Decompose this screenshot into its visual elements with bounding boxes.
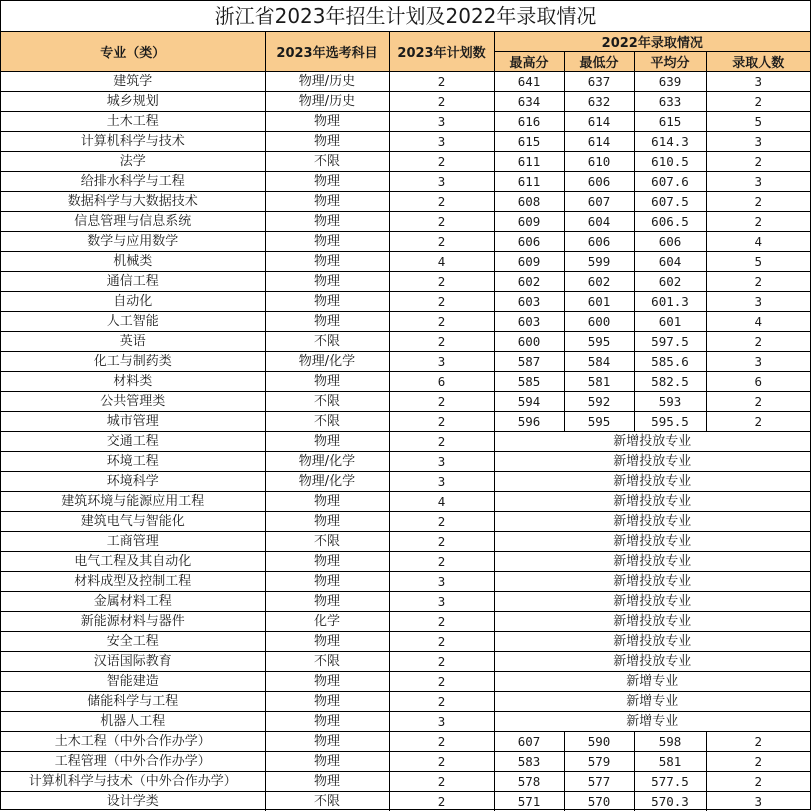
cell-admit-count: 3 (706, 132, 810, 152)
cell-major: 工程管理（中外合作办学） (1, 752, 265, 772)
cell-plan: 2 (389, 332, 494, 352)
admission-table (1, 32, 810, 811)
table-row (1, 352, 810, 372)
cell-admit-count: 2 (706, 212, 810, 232)
table-row (1, 592, 810, 612)
cell-subject: 物理 (265, 212, 389, 232)
cell-max-score: 607 (494, 732, 564, 752)
cell-subject: 物理 (265, 192, 389, 212)
cell-min-score: 599 (564, 252, 634, 272)
cell-subject: 物理 (265, 312, 389, 332)
cell-subject: 物理/化学 (265, 452, 389, 472)
cell-max-score: 603 (494, 292, 564, 312)
cell-max-score: 600 (494, 332, 564, 352)
cell-max-score: 609 (494, 252, 564, 272)
cell-subject: 物理 (265, 272, 389, 292)
cell-plan: 2 (389, 192, 494, 212)
cell-subject: 物理/化学 (265, 352, 389, 372)
cell-plan: 3 (389, 172, 494, 192)
cell-min-score: 595 (564, 412, 634, 432)
table-row (1, 292, 810, 312)
table-row (1, 392, 810, 412)
cell-max-score: 578 (494, 772, 564, 792)
cell-new-major-note: 新增投放专业 (494, 612, 810, 632)
table-row (1, 672, 810, 692)
table-body (1, 72, 810, 811)
cell-subject: 物理 (265, 432, 389, 452)
cell-min-score: 570 (564, 792, 634, 811)
cell-min-score: 602 (564, 272, 634, 292)
cell-major: 数学与应用数学 (1, 232, 265, 252)
cell-min-score: 614 (564, 132, 634, 152)
cell-plan: 2 (389, 72, 494, 92)
cell-subject: 物理 (265, 252, 389, 272)
header-min-score: 最低分 (564, 52, 634, 72)
cell-major: 环境科学 (1, 472, 265, 492)
cell-plan: 2 (389, 692, 494, 712)
cell-major: 给排水科学与工程 (1, 172, 265, 192)
cell-plan: 6 (389, 372, 494, 392)
cell-max-score: 596 (494, 412, 564, 432)
cell-max-score: 634 (494, 92, 564, 112)
cell-plan: 2 (389, 612, 494, 632)
header-admit-count: 录取人数 (706, 52, 810, 72)
cell-subject: 不限 (265, 412, 389, 432)
table-row (1, 152, 810, 172)
cell-major: 通信工程 (1, 272, 265, 292)
cell-plan: 2 (389, 232, 494, 252)
table-row (1, 792, 810, 811)
cell-plan: 4 (389, 252, 494, 272)
cell-subject: 物理 (265, 552, 389, 572)
cell-avg-score: 577.5 (634, 772, 706, 792)
cell-plan: 2 (389, 652, 494, 672)
cell-max-score: 571 (494, 792, 564, 811)
cell-subject: 物理 (265, 112, 389, 132)
cell-plan: 2 (389, 92, 494, 112)
table-row (1, 692, 810, 712)
table-row (1, 752, 810, 772)
cell-plan: 2 (389, 772, 494, 792)
table-row (1, 552, 810, 572)
header-major: 专业（类） (1, 32, 265, 72)
cell-min-score: 632 (564, 92, 634, 112)
cell-major: 机器人工程 (1, 712, 265, 732)
cell-major: 金属材料工程 (1, 592, 265, 612)
cell-admit-count: 3 (706, 72, 810, 92)
cell-major: 土木工程 (1, 112, 265, 132)
cell-plan: 2 (389, 272, 494, 292)
cell-major: 智能建造 (1, 672, 265, 692)
cell-plan: 3 (389, 712, 494, 732)
cell-admit-count: 2 (706, 412, 810, 432)
table-row (1, 472, 810, 492)
table-row (1, 512, 810, 532)
cell-subject: 化学 (265, 612, 389, 632)
cell-avg-score: 606 (634, 232, 706, 252)
cell-new-major-note: 新增投放专业 (494, 512, 810, 532)
table-row (1, 92, 810, 112)
cell-admit-count: 2 (706, 152, 810, 172)
cell-plan: 3 (389, 572, 494, 592)
cell-major: 土木工程（中外合作办学） (1, 732, 265, 752)
table-row (1, 72, 810, 92)
cell-subject: 物理/历史 (265, 92, 389, 112)
cell-major: 法学 (1, 152, 265, 172)
cell-avg-score: 581 (634, 752, 706, 772)
cell-subject: 物理 (265, 492, 389, 512)
cell-subject: 物理 (265, 132, 389, 152)
cell-major: 新能源材料与器件 (1, 612, 265, 632)
cell-major: 英语 (1, 332, 265, 352)
cell-max-score: 611 (494, 152, 564, 172)
cell-plan: 2 (389, 152, 494, 172)
table-row (1, 412, 810, 432)
cell-max-score: 609 (494, 212, 564, 232)
table-row (1, 492, 810, 512)
cell-avg-score: 633 (634, 92, 706, 112)
cell-plan: 2 (389, 292, 494, 312)
cell-major: 材料类 (1, 372, 265, 392)
cell-admit-count: 2 (706, 772, 810, 792)
table-row (1, 212, 810, 232)
cell-subject: 物理 (265, 732, 389, 752)
cell-major: 城市管理 (1, 412, 265, 432)
cell-major: 自动化 (1, 292, 265, 312)
cell-new-major-note: 新增投放专业 (494, 492, 810, 512)
table-row (1, 632, 810, 652)
cell-new-major-note: 新增投放专业 (494, 532, 810, 552)
cell-major: 设计学类 (1, 792, 265, 811)
cell-admit-count: 5 (706, 252, 810, 272)
cell-admit-count: 5 (706, 112, 810, 132)
cell-avg-score: 593 (634, 392, 706, 412)
cell-admit-count: 6 (706, 372, 810, 392)
cell-plan: 3 (389, 352, 494, 372)
cell-major: 工商管理 (1, 532, 265, 552)
cell-admit-count: 2 (706, 332, 810, 352)
header-subject: 2023年选考科目 (265, 32, 389, 72)
table-row (1, 372, 810, 392)
cell-subject: 不限 (265, 652, 389, 672)
cell-min-score: 577 (564, 772, 634, 792)
cell-avg-score: 601.3 (634, 292, 706, 312)
cell-admit-count: 2 (706, 392, 810, 412)
cell-avg-score: 607.5 (634, 192, 706, 212)
cell-new-major-note: 新增投放专业 (494, 432, 810, 452)
header-max-score: 最高分 (494, 52, 564, 72)
cell-avg-score: 598 (634, 732, 706, 752)
table-row (1, 172, 810, 192)
cell-min-score: 595 (564, 332, 634, 352)
cell-min-score: 607 (564, 192, 634, 212)
cell-plan: 2 (389, 752, 494, 772)
cell-plan: 2 (389, 552, 494, 572)
cell-new-major-note: 新增投放专业 (494, 632, 810, 652)
sheet-title: 浙江省2023年招生计划及2022年录取情况 (1, 1, 810, 32)
cell-plan: 2 (389, 632, 494, 652)
cell-plan: 3 (389, 112, 494, 132)
cell-major: 储能科学与工程 (1, 692, 265, 712)
cell-plan: 4 (389, 492, 494, 512)
cell-avg-score: 597.5 (634, 332, 706, 352)
cell-min-score: 579 (564, 752, 634, 772)
cell-subject: 物理 (265, 692, 389, 712)
cell-avg-score: 614.3 (634, 132, 706, 152)
cell-avg-score: 615 (634, 112, 706, 132)
cell-avg-score: 606.5 (634, 212, 706, 232)
table-row (1, 732, 810, 752)
cell-min-score: 614 (564, 112, 634, 132)
cell-admit-count: 3 (706, 352, 810, 372)
cell-max-score: 587 (494, 352, 564, 372)
cell-min-score: 606 (564, 232, 634, 252)
cell-major: 建筑学 (1, 72, 265, 92)
cell-major: 机械类 (1, 252, 265, 272)
cell-major: 数据科学与大数据技术 (1, 192, 265, 212)
cell-subject: 物理 (265, 592, 389, 612)
header-avg-score: 平均分 (634, 52, 706, 72)
table-row (1, 132, 810, 152)
cell-subject: 物理 (265, 172, 389, 192)
cell-major: 人工智能 (1, 312, 265, 332)
cell-avg-score: 602 (634, 272, 706, 292)
cell-new-major-note: 新增投放专业 (494, 552, 810, 572)
cell-plan: 2 (389, 432, 494, 452)
cell-new-major-note: 新增专业 (494, 712, 810, 732)
cell-min-score: 584 (564, 352, 634, 372)
cell-max-score: 602 (494, 272, 564, 292)
cell-major: 信息管理与信息系统 (1, 212, 265, 232)
table-row (1, 312, 810, 332)
cell-max-score: 585 (494, 372, 564, 392)
cell-min-score: 581 (564, 372, 634, 392)
cell-admit-count: 4 (706, 312, 810, 332)
cell-subject: 物理 (265, 672, 389, 692)
cell-max-score: 606 (494, 232, 564, 252)
cell-major: 环境工程 (1, 452, 265, 472)
cell-admit-count: 2 (706, 272, 810, 292)
cell-max-score: 608 (494, 192, 564, 212)
cell-max-score: 603 (494, 312, 564, 332)
cell-major: 建筑环境与能源应用工程 (1, 492, 265, 512)
cell-subject: 不限 (265, 392, 389, 412)
cell-subject: 物理 (265, 632, 389, 652)
cell-max-score: 616 (494, 112, 564, 132)
cell-admit-count: 2 (706, 92, 810, 112)
cell-major: 材料成型及控制工程 (1, 572, 265, 592)
cell-subject: 物理/化学 (265, 472, 389, 492)
table-row (1, 332, 810, 352)
cell-max-score: 594 (494, 392, 564, 412)
table-row (1, 432, 810, 452)
cell-avg-score: 582.5 (634, 372, 706, 392)
cell-min-score: 637 (564, 72, 634, 92)
cell-subject: 物理 (265, 712, 389, 732)
cell-major: 城乡规划 (1, 92, 265, 112)
cell-subject: 不限 (265, 332, 389, 352)
cell-new-major-note: 新增专业 (494, 672, 810, 692)
cell-plan: 2 (389, 512, 494, 532)
header-2022-group: 2022年录取情况 (494, 32, 810, 52)
cell-min-score: 604 (564, 212, 634, 232)
cell-avg-score: 570.3 (634, 792, 706, 811)
cell-subject: 物理 (265, 572, 389, 592)
cell-plan: 2 (389, 212, 494, 232)
cell-min-score: 601 (564, 292, 634, 312)
cell-avg-score: 585.6 (634, 352, 706, 372)
cell-new-major-note: 新增投放专业 (494, 592, 810, 612)
cell-min-score: 600 (564, 312, 634, 332)
cell-plan: 2 (389, 392, 494, 412)
cell-admit-count: 2 (706, 752, 810, 772)
cell-subject: 物理 (265, 512, 389, 532)
cell-new-major-note: 新增专业 (494, 692, 810, 712)
cell-avg-score: 639 (634, 72, 706, 92)
cell-new-major-note: 新增投放专业 (494, 472, 810, 492)
cell-major: 电气工程及其自动化 (1, 552, 265, 572)
cell-subject: 物理/历史 (265, 72, 389, 92)
cell-subject: 物理 (265, 232, 389, 252)
cell-major: 交通工程 (1, 432, 265, 452)
cell-avg-score: 604 (634, 252, 706, 272)
cell-plan: 2 (389, 312, 494, 332)
cell-min-score: 606 (564, 172, 634, 192)
cell-major: 公共管理类 (1, 392, 265, 412)
table-row (1, 252, 810, 272)
cell-subject: 不限 (265, 792, 389, 811)
table-row (1, 652, 810, 672)
cell-min-score: 592 (564, 392, 634, 412)
cell-new-major-note: 新增投放专业 (494, 652, 810, 672)
cell-admit-count: 2 (706, 732, 810, 752)
cell-admit-count: 3 (706, 172, 810, 192)
cell-min-score: 610 (564, 152, 634, 172)
table-row (1, 112, 810, 132)
table-row (1, 272, 810, 292)
cell-major: 化工与制药类 (1, 352, 265, 372)
cell-max-score: 583 (494, 752, 564, 772)
cell-major: 汉语国际教育 (1, 652, 265, 672)
table-row (1, 192, 810, 212)
cell-plan: 2 (389, 792, 494, 811)
table-row (1, 772, 810, 792)
cell-min-score: 590 (564, 732, 634, 752)
cell-plan: 3 (389, 452, 494, 472)
cell-major: 建筑电气与智能化 (1, 512, 265, 532)
cell-avg-score: 595.5 (634, 412, 706, 432)
cell-plan: 2 (389, 732, 494, 752)
table-row (1, 712, 810, 732)
header-plan: 2023年计划数 (389, 32, 494, 72)
cell-plan: 3 (389, 472, 494, 492)
cell-admit-count: 2 (706, 192, 810, 212)
table-row (1, 452, 810, 472)
cell-subject: 物理 (265, 752, 389, 772)
cell-avg-score: 610.5 (634, 152, 706, 172)
cell-subject: 物理 (265, 772, 389, 792)
table-row (1, 572, 810, 592)
cell-max-score: 611 (494, 172, 564, 192)
cell-plan: 2 (389, 412, 494, 432)
cell-subject: 不限 (265, 152, 389, 172)
table-row (1, 532, 810, 552)
cell-new-major-note: 新增投放专业 (494, 572, 810, 592)
cell-plan: 2 (389, 672, 494, 692)
cell-plan: 3 (389, 592, 494, 612)
cell-admit-count: 3 (706, 292, 810, 312)
cell-subject: 物理 (265, 372, 389, 392)
cell-admit-count: 3 (706, 792, 810, 811)
cell-new-major-note: 新增投放专业 (494, 452, 810, 472)
cell-major: 计算机科学与技术（中外合作办学） (1, 772, 265, 792)
cell-plan: 2 (389, 532, 494, 552)
cell-max-score: 615 (494, 132, 564, 152)
table-row (1, 612, 810, 632)
cell-major: 安全工程 (1, 632, 265, 652)
cell-avg-score: 601 (634, 312, 706, 332)
cell-admit-count: 4 (706, 232, 810, 252)
cell-subject: 物理 (265, 292, 389, 312)
table-row (1, 232, 810, 252)
cell-subject: 不限 (265, 532, 389, 552)
cell-major: 计算机科学与技术 (1, 132, 265, 152)
cell-max-score: 641 (494, 72, 564, 92)
cell-avg-score: 607.6 (634, 172, 706, 192)
cell-plan: 3 (389, 132, 494, 152)
